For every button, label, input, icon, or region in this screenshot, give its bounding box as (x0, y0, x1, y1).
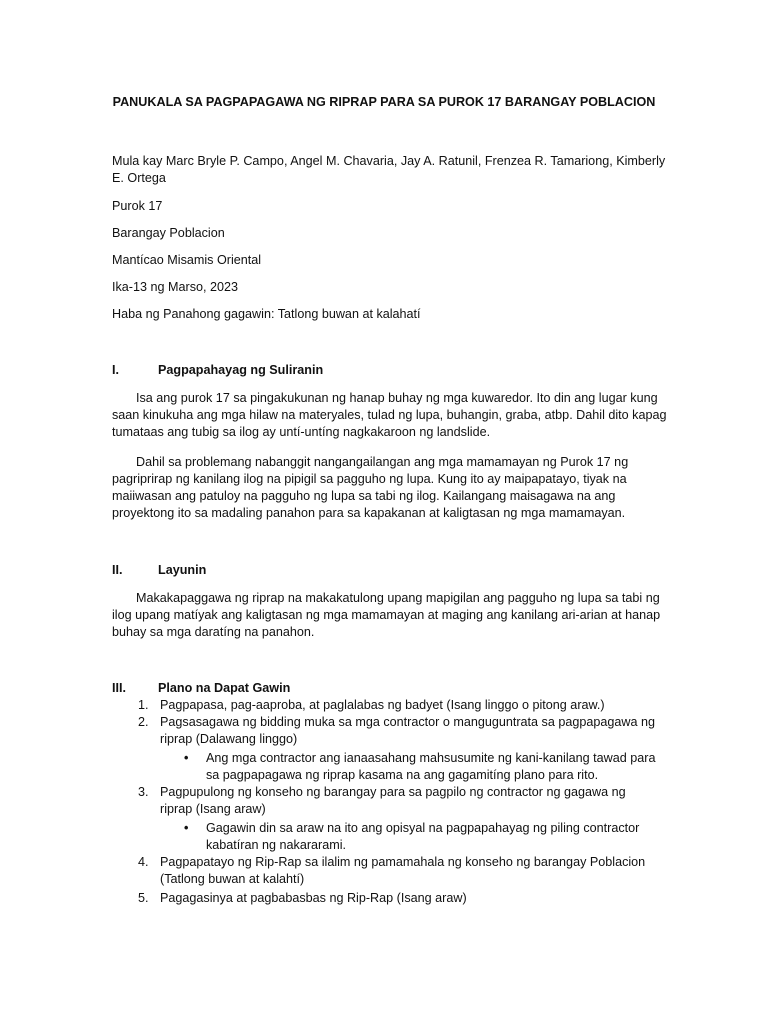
list-item (138, 854, 658, 888)
list-item-text: Pagpapasa, pag-aaproba, at paglalabas ng badyet (Isang linggo o pitong araw.) (160, 698, 605, 712)
section-3-title: Plano na Dapat Gawin (158, 681, 291, 695)
section-1-number: I. (112, 363, 119, 377)
section-3-number: III. (112, 681, 126, 695)
city-line: Mantícao Misamis Oriental (112, 253, 262, 267)
list-item (138, 890, 658, 907)
sub-bullet-text: Ang mga contractor ang ianaasahang mahsusumite ng kani-kanilang tawad para sa pagpapagawa ng riprap kasama na ang gagamitíng plano para rito. (206, 751, 656, 782)
list-item-number: 1. (138, 698, 149, 712)
list-item (138, 697, 658, 714)
authors-line: Mula kay Marc Bryle P. Campo, Angel M. Chavaria, Jay A. Ratunil, Frenzea R. Tamariong, Kimberly E. Ortega (112, 154, 666, 185)
date-line: Ika-13 ng Marso, 2023 (112, 280, 239, 294)
bullet-icon: • (184, 821, 189, 835)
list-item-number: 5. (138, 891, 149, 905)
list-item (138, 784, 658, 818)
section-2-number: II. (112, 563, 123, 577)
sub-bullet-item (184, 820, 668, 854)
section-1-heading (112, 362, 323, 379)
section-1-paragraph-1: Isa ang purok 17 sa pingakukunan ng hanap buhay ng mga kuwaredor. Ito din ang lugar kung saan kinukuha ang mga hilaw na materyales, tulad ng lupa, buhangin, graba, atbp. Dahil dito kapag tumataas ang tubig sa ilog ay untí-untíng nagkakaroon ng landslide. (112, 391, 667, 439)
section-1-paragraph-2: Dahil sa problemang nabanggit nangangailangan ang mga mamamayan ng Purok 17 ng pagriprirap ng kanilang ilog na pipigil sa pagguho ng lupa. Kung ito ay maipapatayo, tiyak na maiiwasan ang patuloy na pagguho ng lupa sa tabi ng ilog. Kailangang maisagawa na ang proyektong ito sa madaling panahon para sa kapakanan at kaligtasan ng mga mamamayan. (112, 455, 629, 520)
section-1-title: Pagpapahayag ng Suliranin (158, 363, 324, 377)
list-item-text: Pagpapatayo ng Rip-Rap sa ilalim ng pamamahala ng konseho ng barangay Poblacion (Tatlong buwan at kalahtí) (160, 855, 646, 886)
section-2-title: Layunin (158, 563, 207, 577)
purok-line: Purok 17 (112, 199, 163, 213)
barangay-line: Barangay Poblacion (112, 226, 225, 240)
list-item-text: Pagsasagawa ng bidding muka sa mga contractor o manguguntrata sa pagpapagawa ng riprap (Dalawang linggo) (160, 715, 655, 746)
list-item-number: 2. (138, 715, 149, 729)
section-3-heading (112, 680, 290, 697)
list-item (138, 714, 658, 748)
list-item-number: 4. (138, 855, 149, 869)
sub-bullet-item (184, 750, 668, 784)
document-title: PANUKALA SA PAGPAPAGAWA NG RIPRAP PARA SA PUROK 17 BARANGAY POBLACION (112, 95, 656, 109)
list-item-text: Pagagasinya at pagbabasbas ng Rip-Rap (Isang araw) (160, 891, 467, 905)
duration-line: Haba ng Panahong gagawin: Tatlong buwan at kalahatí (112, 307, 421, 321)
section-2-heading (112, 562, 206, 579)
bullet-icon: • (184, 751, 189, 765)
sub-bullet-text: Gagawin din sa araw na ito ang opisyal na pagpapahayag ng piling contractor kabatíran ng nakararami. (206, 821, 640, 852)
list-item-number: 3. (138, 785, 149, 799)
section-2-paragraph-1: Makakapaggawa ng riprap na makakatulong upang mapigilan ang pagguho ng lupa sa tabi ng ilog upang matíyak ang kaligtasan ng mga mamamayan at maging ang kanilang ari-arian at hanap buhay sa mga daratíng na panahon. (112, 591, 661, 639)
list-item-text: Pagpupulong ng konseho ng barangay para sa pagpilo ng contractor ng gagawa ng riprap (Isang araw) (160, 785, 626, 816)
